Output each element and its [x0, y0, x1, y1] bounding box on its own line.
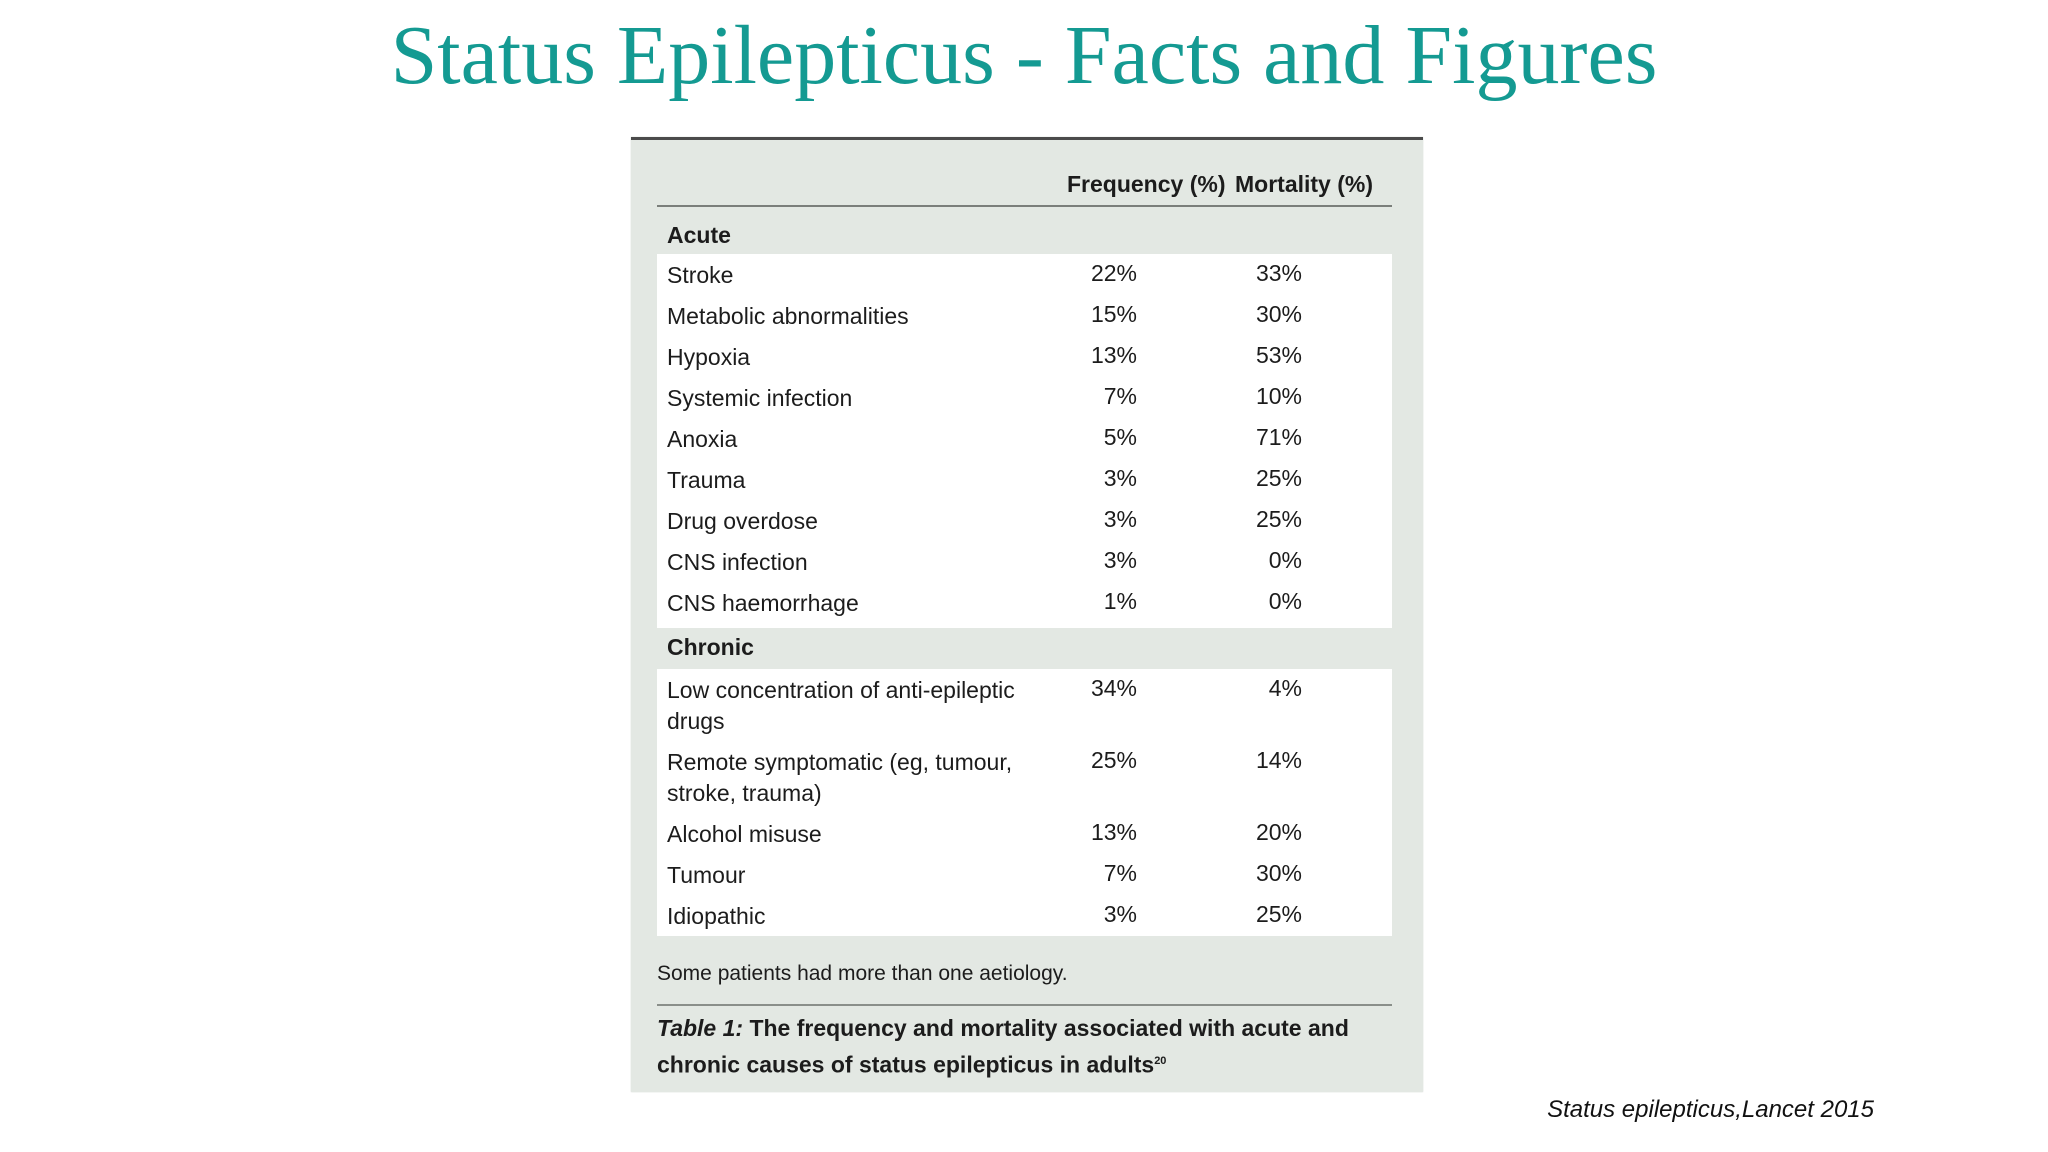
caption-text: The frequency and mortality associated with acute and chronic causes of status epilepticus in adults — [657, 1015, 1349, 1078]
mortality-cell: 4% — [1268, 675, 1302, 701]
table-card — [631, 137, 1423, 1092]
frequency-cell: 13% — [1090, 819, 1137, 845]
table-footnote: Some patients had more than one aetiology. — [657, 962, 1068, 985]
table-header — [657, 165, 1392, 207]
mortality-cell: 0% — [1268, 547, 1302, 573]
mortality-cell: 25% — [1255, 506, 1302, 532]
caption-divider — [657, 1004, 1392, 1006]
cause-cell: Hypoxia — [667, 344, 751, 370]
frequency-cell: 13% — [1090, 342, 1137, 368]
frequency-cell: 7% — [1103, 383, 1137, 409]
mortality-cell: 25% — [1255, 465, 1302, 491]
mortality-cell: 0% — [1268, 588, 1302, 614]
cause-cell: Anoxia — [667, 426, 738, 452]
frequency-cell: 15% — [1090, 301, 1137, 327]
cause-cell: Stroke — [667, 262, 734, 288]
frequency-cell: 3% — [1103, 901, 1137, 927]
cause-cell: Low concentration of anti-epileptic drugs — [667, 677, 1015, 734]
cause-cell: CNS haemorrhage — [667, 590, 859, 616]
mortality-cell: 20% — [1255, 819, 1302, 845]
frequency-cell: 3% — [1103, 547, 1137, 573]
frequency-cell: 5% — [1103, 424, 1137, 450]
cause-cell: Alcohol misuse — [667, 821, 822, 847]
section-label: Acute — [667, 222, 731, 248]
mortality-header: Mortality (%) — [1235, 171, 1373, 197]
mortality-cell: 71% — [1255, 424, 1302, 450]
cause-cell: Systemic infection — [667, 385, 853, 411]
cause-cell: Idiopathic — [667, 903, 766, 929]
cause-cell: Trauma — [667, 467, 746, 493]
cause-cell: CNS infection — [667, 549, 808, 575]
frequency-cell: 3% — [1103, 506, 1137, 532]
frequency-cell: 34% — [1090, 675, 1137, 701]
caption-reference: 20 — [1154, 1055, 1167, 1067]
chronic-rows — [657, 669, 1392, 936]
section-acute — [657, 216, 1392, 254]
frequency-cell: 3% — [1103, 465, 1137, 491]
section-chronic — [657, 628, 1392, 669]
mortality-cell: 33% — [1255, 260, 1302, 286]
frequency-header: Frequency (%) — [1067, 171, 1226, 197]
mortality-cell: 30% — [1255, 301, 1302, 327]
table-caption — [657, 1012, 1392, 1082]
mortality-cell: 53% — [1255, 342, 1302, 368]
frequency-cell: 1% — [1103, 588, 1137, 614]
mortality-cell: 10% — [1255, 383, 1302, 409]
frequency-cell: 7% — [1103, 860, 1137, 886]
section-label: Chronic — [667, 634, 754, 660]
acute-rows — [657, 254, 1392, 628]
slide-title: Status Epilepticus - Facts and Figures — [390, 9, 1658, 102]
mortality-cell: 14% — [1255, 747, 1302, 773]
frequency-cell: 25% — [1090, 747, 1137, 773]
mortality-cell: 25% — [1255, 901, 1302, 927]
cause-cell: Tumour — [667, 862, 746, 888]
cause-cell: Drug overdose — [667, 508, 818, 534]
cause-cell: Metabolic abnormalities — [667, 303, 909, 329]
mortality-cell: 30% — [1255, 860, 1302, 886]
cause-cell: Remote symptomatic (eg, tumour, stroke, trauma) — [667, 749, 1013, 806]
frequency-cell: 22% — [1090, 260, 1137, 286]
source-citation: Status epilepticus,Lancet 2015 — [1547, 1096, 1874, 1123]
caption-label: Table 1: — [657, 1015, 744, 1041]
